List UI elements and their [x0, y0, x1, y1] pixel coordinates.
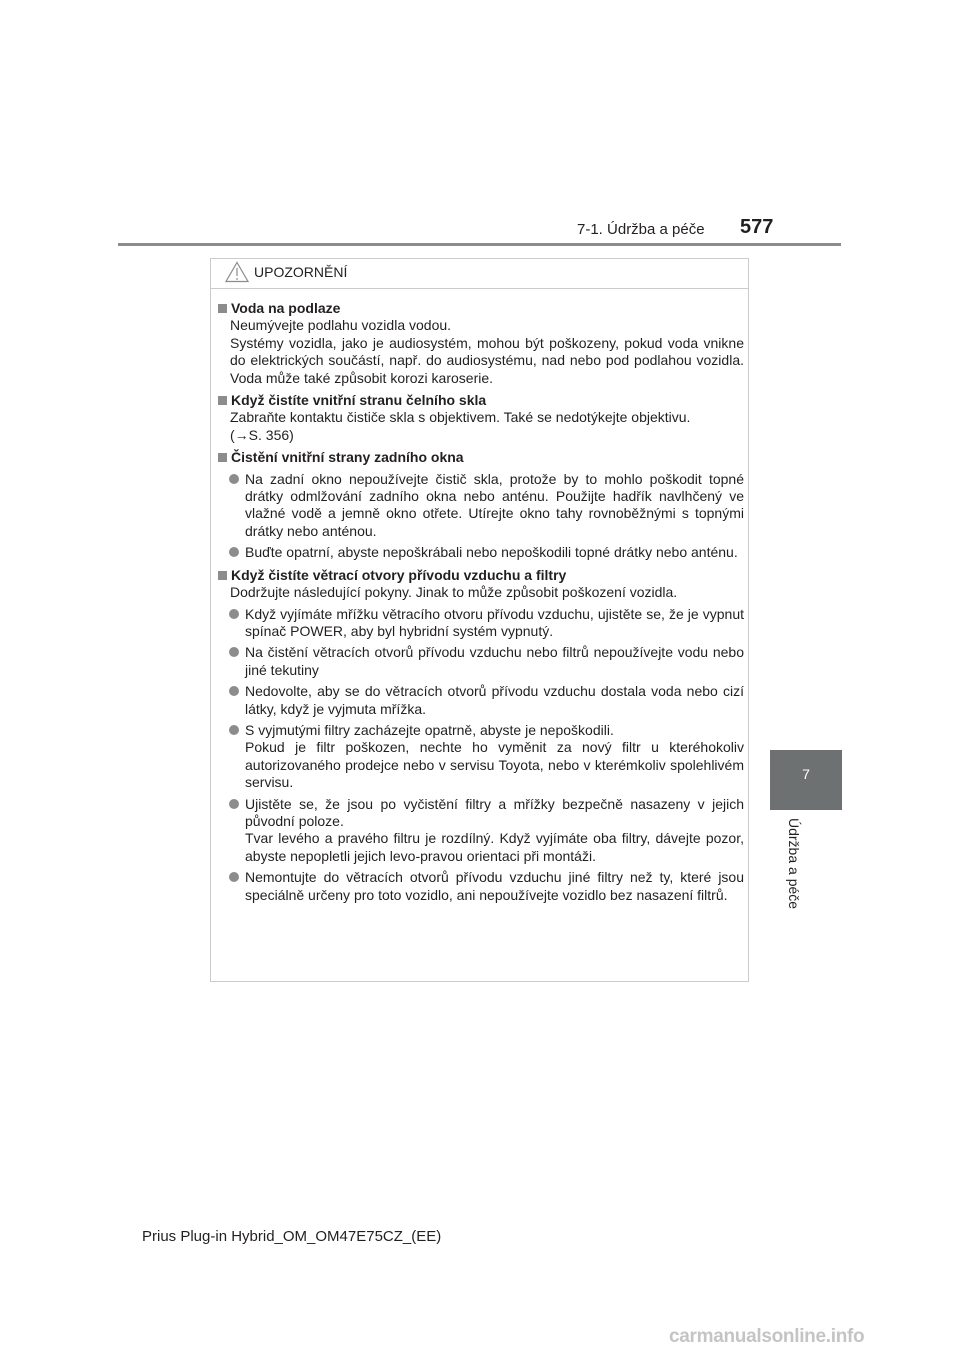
chapter-number: 7: [802, 766, 810, 782]
document-footer: Prius Plug-in Hybrid_OM_OM47E75CZ_(EE): [142, 1228, 442, 1245]
square-bullet-icon: [218, 396, 227, 405]
circle-bullet-icon: [229, 609, 239, 619]
section-title: Čistění vnitřní strany zadního okna: [231, 449, 464, 466]
circle-bullet-icon: [229, 647, 239, 657]
circle-bullet-icon: [229, 725, 239, 735]
list-item: Buďte opatrní, abyste nepoškrábali nebo nepoškodili topné drátky nebo anténu.: [229, 544, 744, 561]
list-item: Když vyjímáte mřížku větracího otvoru přívodu vzduchu, ujistěte se, že je vypnut spínač POWER, aby byl hybridní systém vypnutý.: [229, 606, 744, 641]
page-reference-link[interactable]: (→S. 356): [230, 426, 294, 443]
warning-box: [210, 258, 749, 982]
list-item: Nedovolte, aby se do větracích otvorů přívodu vzduchu dostala voda nebo cizí látky, když je vyjmuta mřížka.: [229, 683, 744, 718]
circle-bullet-icon: [229, 547, 239, 557]
section-air-vents: [218, 567, 744, 904]
paragraph: Systémy vozidla, jako je audiosystém, mohou být poškozeny, pokud voda vnikne do elektrických součástí, např. do audiosystému, nad nebo pod podlahou vozidla. Voda může také způsobit korozi karoserie.: [230, 334, 744, 386]
circle-bullet-icon: [229, 474, 239, 484]
chapter-label: Údržba a péče: [786, 818, 802, 910]
header-section-title: 7-1. Údržba a péče: [577, 221, 705, 238]
warning-body: [218, 300, 744, 909]
paragraph: Zabraňte kontaktu čističe skla s objektivem. Také se nedotýkejte objektivu.: [230, 409, 691, 426]
page-number: 577: [740, 216, 774, 238]
header-divider: [118, 243, 841, 246]
square-bullet-icon: [218, 304, 227, 313]
paragraph: Neumývejte podlahu vozidla vodou.: [230, 317, 452, 334]
section-rear-window: [218, 449, 744, 561]
section-title: Když čistíte vnitřní stranu čelního skla: [231, 392, 487, 409]
watermark: carmanualsonline.info: [669, 1326, 865, 1347]
list-item: Nemontujte do větracích otvorů přívodu vzduchu jiné filtry než ty, které jsou speciálně určeny pro toto vozidlo, ani nepoužívejte vozidlo bez nasazení filtrů.: [229, 869, 744, 904]
list-item: Na zadní okno nepoužívejte čistič skla, protože by to mohlo poškodit topné drátky odmlžování zadního okna nebo anténu. Použijte hadřík navlhčený ve vlažné vodě a jemně okno otřete. Utírejte okno tahy rovnoběžnými s topnými drátky nebo anténou.: [229, 471, 744, 541]
section-title: Když čistíte větrací otvory přívodu vzduchu a filtry: [231, 566, 567, 583]
warning-header: [211, 259, 748, 289]
warning-title: UPOZORNĚNÍ: [254, 264, 348, 280]
section-title: Voda na podlaze: [231, 300, 341, 316]
square-bullet-icon: [218, 571, 227, 580]
warning-triangle-icon: [225, 261, 249, 283]
square-bullet-icon: [218, 453, 227, 462]
circle-bullet-icon: [229, 872, 239, 882]
circle-bullet-icon: [229, 799, 239, 809]
list-item: S vyjmutými filtry zacházejte opatrně, abyste je nepoškodili. Pokud je filtr poškozen, nechte ho vyměnit za nový filtr u kteréhokoliv autorizovaného prodejce nebo v servisu Toyota, nebo v kterémkoliv spolehlivém servisu.: [229, 722, 744, 792]
list-item: Na čistění větracích otvorů přívodu vzduchu nebo filtrů nepoužívejte vodu nebo jiné tekutiny: [229, 644, 744, 679]
section-windshield: [218, 392, 744, 444]
circle-bullet-icon: [229, 686, 239, 696]
chapter-tab[interactable]: [770, 750, 842, 810]
list-item: Ujistěte se, že jsou po vyčistění filtry a mřížky bezpečně nasazeny v jejich původní poloze. Tvar levého a pravého filtru je rozdílný. Když vyjímáte oba filtry, dávejte pozor, abyste nepopletli jejich levo-pravou orientaci při montáži.: [229, 796, 744, 866]
section-floor-water: [218, 300, 744, 387]
paragraph: Dodržujte následující pokyny. Jinak to může způsobit poškození vozidla.: [230, 584, 678, 601]
